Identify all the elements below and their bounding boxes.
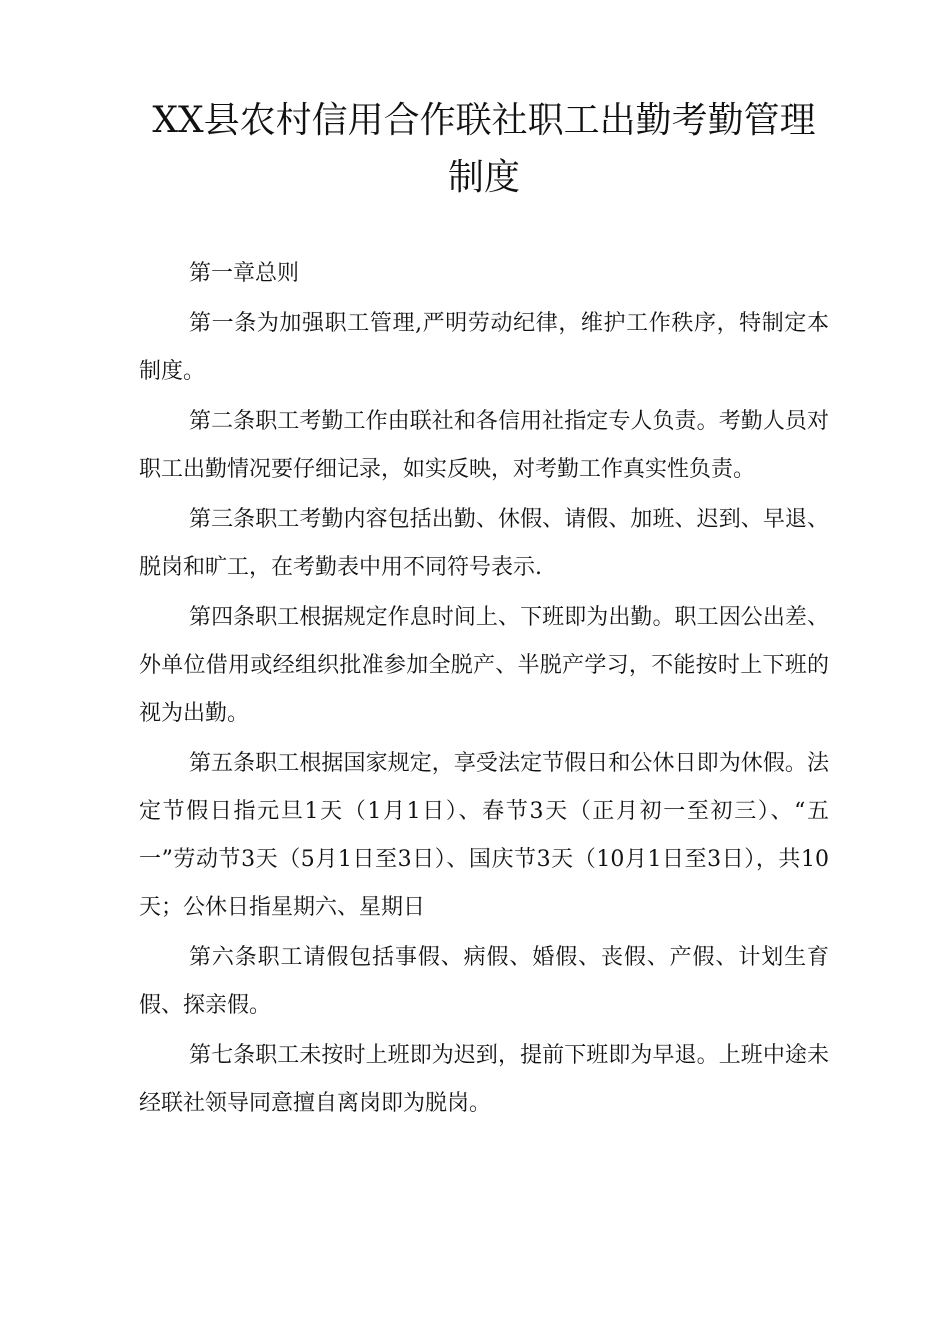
article-1: 第一条为加强职工管理,严明劳动纪律，维护工作秩序，特制定本制度。 <box>139 311 829 384</box>
article-3: 第三条职工考勤内容包括出勤、休假、请假、加班、迟到、早退、脱岗和旷工，在考勤表中用不同符号表示. <box>139 507 829 580</box>
article-6: 第六条职工请假包括事假、病假、婚假、丧假、产假、计划生育假、探亲假。 <box>139 945 829 1018</box>
article-5: 第五条职工根据国家规定，享受法定节假日和公休日即为休假。法定节假日指元旦1天（1月1日）、春节3天（正月初一至初三）、“五一”劳动节3天（5月1日至3日）、国庆节3天（10月1日至3日），共10天；公休日指星期六、星期日 <box>139 751 829 920</box>
article-7: 第七条职工未按时上班即为迟到，提前下班即为早退。上班中途未经联社领导同意擅自离岗即为脱岗。 <box>139 1043 829 1116</box>
document-title: XX县农村信用合作联社职工出勤考勤管理制度 <box>152 100 816 198</box>
chapter-heading: 第一章总则 <box>189 261 300 286</box>
article-2: 第二条职工考勤工作由联社和各信用社指定专人负责。考勤人员对职工出勤情况要仔细记录，如实反映，对考勤工作真实性负责。 <box>139 409 829 482</box>
article-4: 第四条职工根据规定作息时间上、下班即为出勤。职工因公出差、外单位借用或经组织批准参加全脱产、半脱产学习，不能按时上下班的视为出勤。 <box>139 605 829 726</box>
document-page <box>139 92 829 1130</box>
document-body <box>139 250 829 1128</box>
